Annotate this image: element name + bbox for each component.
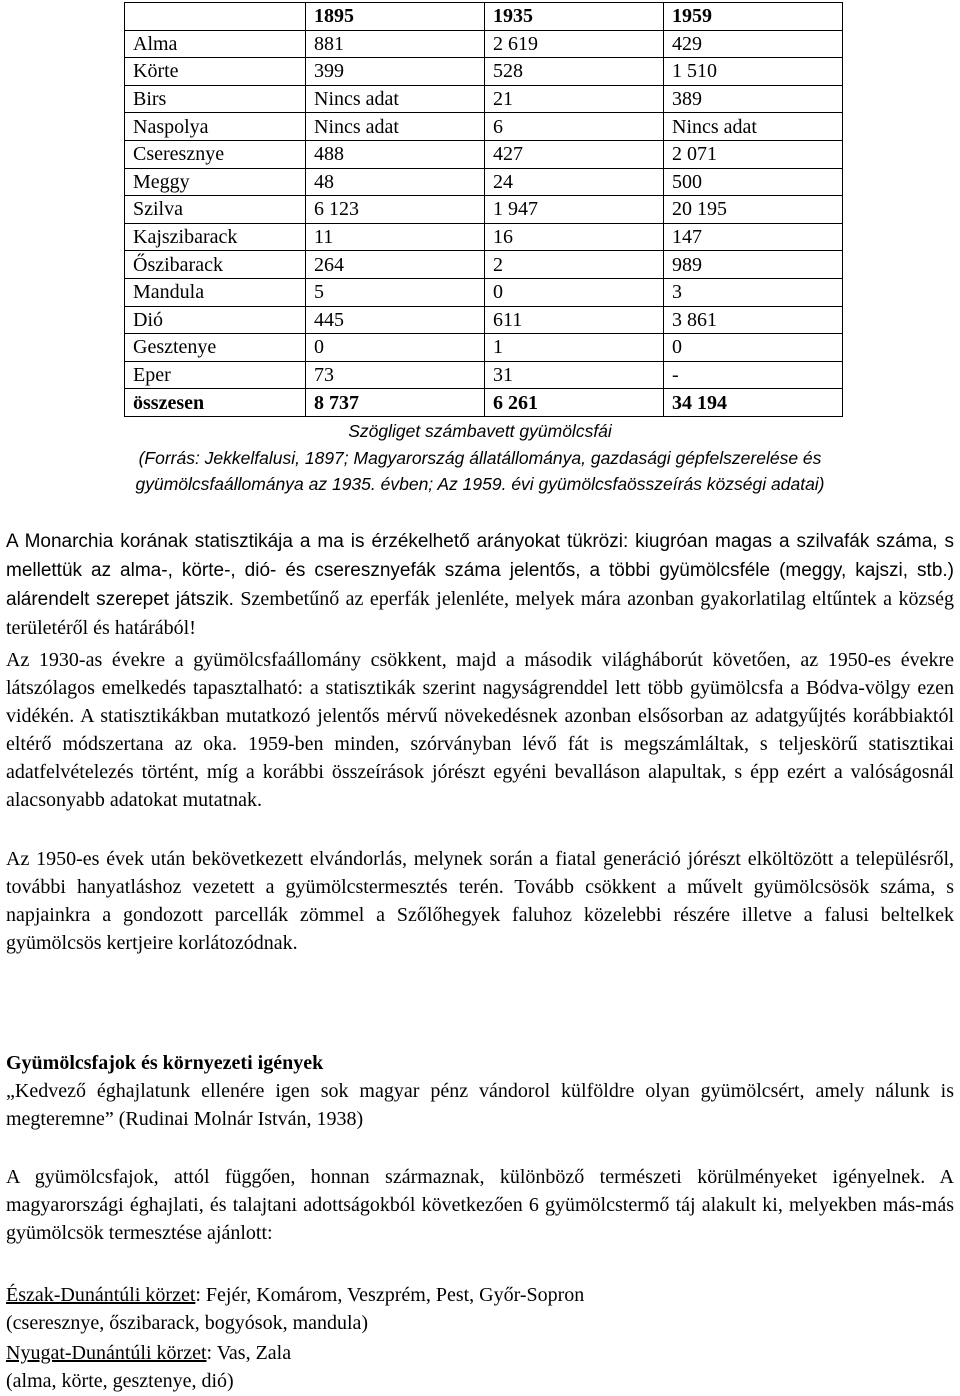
table-header-cell: 1895 (306, 3, 485, 31)
table-cell: 1 947 (485, 196, 664, 224)
table-cell: 2 619 (485, 30, 664, 58)
paragraph-monarchia (6, 527, 954, 642)
table-row (125, 196, 843, 224)
paragraph-1950s: Az 1950-es évek után bekövetkezett elvándorlás, melynek során a fiatal generáció jórészt elköltözött a településről, további hanyatláshoz vezetett a gyümölcstermesztés terén. Tovább csökkent a művelt gyümölcsösök száma, s napjainkra a gondozott parcellák zömmel a Szőlőhegyek faluhoz közelebbi részére illetve a falusi beltelkek gyümölcsös kertjeire korlátozódnak. (6, 848, 954, 954)
paragraph-monarchia-text: A Monarchia korának statisztikája a ma is érzékelhető arányokat tükrözi: kiugróan magas a szilvafák száma, s mellettük az alma-, körte-, dió- és cseresznyefák száma jelentős, a többi gyümölcsféle (meggy, kajszi, stb.) alárendelt szerepet játszik. (6, 531, 954, 610)
table-cell: 989 (664, 251, 843, 279)
table-cell: 11 (306, 223, 485, 251)
paragraph-eperfak-text: Szembetűnő az eperfák jelenléte, melyek mára azonban gyakorlatilag eltűntek a község területéről és határából! (6, 588, 955, 639)
fruit-tree-table (124, 2, 843, 417)
table-cell: Nincs adat (306, 85, 485, 113)
table-cell: Naspolya (125, 113, 306, 141)
table-cell: 0 (485, 278, 664, 306)
table-cell: Nincs adat (306, 113, 485, 141)
table-cell: 389 (664, 85, 843, 113)
table-cell: 21 (485, 85, 664, 113)
paragraph-fruit-species: A gyümölcsfajok, attól függően, honnan származnak, különböző természeti körülményeket igényelnek. A magyarországi éghajlati, és talajtani adottságokból következően 6 gyümölcstermő táj alakult ki, melyekben más-más gyümölcsök termesztése ajánlott: (6, 1166, 954, 1244)
region-counties: : Fejér, Komárom, Veszprém, Pest, Győr-Sopron (195, 1284, 585, 1306)
table-row (125, 251, 843, 279)
table-cell: Mandula (125, 278, 306, 306)
table-row (125, 85, 843, 113)
region-fruits: (alma, körte, gesztenye, dió) (6, 1370, 234, 1392)
table-row (125, 223, 843, 251)
table-cell: 2 071 (664, 140, 843, 168)
table-cell: 24 (485, 168, 664, 196)
table-cell: 1 510 (664, 58, 843, 86)
table-cell: 31 (485, 361, 664, 389)
table-cell: Kajszibarack (125, 223, 306, 251)
table-cell: 445 (306, 306, 485, 334)
table-cell: 147 (664, 223, 843, 251)
table-cell: 264 (306, 251, 485, 279)
table-caption-source-cont: gyümölcsfaállománya az 1935. évben; Az 1959. évi gyümölcsfaösszeírás községi adatai) (135, 474, 825, 494)
table-cell: 500 (664, 168, 843, 196)
table-header-cell: 1935 (485, 3, 664, 31)
region-name: Észak-Dunántúli körzet (6, 1284, 196, 1306)
table-cell: Körte (125, 58, 306, 86)
table-total-cell: 8 737 (306, 389, 485, 417)
table-cell: 6 123 (306, 196, 485, 224)
table-cell: 73 (306, 361, 485, 389)
table-cell: 48 (306, 168, 485, 196)
table-total-cell: 6 261 (485, 389, 664, 417)
table-cell: 399 (306, 58, 485, 86)
table-row (125, 361, 843, 389)
paragraph-1930s: Az 1930-as évekre a gyümölcsfaállomány csökkent, majd a második világháborút követően, az 1950-es évekre látszólagos emelkedés tapasztalható: a statisztikák szerint nagyságrenddel lett több gyümölcsfa a Bódva-völgy ezen vidékén. A statisztikákban mutatkozó jelentős mérvű növekedésnek azonban elsősorban az adatgyűjtés korábbiaktól eltérő módszertana az oka. 1959-ben minden, szórványban lévő fát is megszámláltak, s teljeskörű statisztikai adatfelvételezés történt, míg a korábbi összeírások jórészt egyéni bevalláson alapultak, s épp ezért a valóságosnál alacsonyabb adatokat mutatnak. (6, 649, 954, 811)
table-row (125, 58, 843, 86)
table-cell: Nincs adat (664, 113, 843, 141)
table-header-cell: 1959 (664, 3, 843, 31)
table-cell: 20 195 (664, 196, 843, 224)
table-header-cell (125, 3, 306, 31)
table-total-row (125, 389, 843, 417)
table-cell: 3 (664, 278, 843, 306)
table-row (125, 113, 843, 141)
table-total-cell: 34 194 (664, 389, 843, 417)
table-row (125, 30, 843, 58)
table-cell: Szilva (125, 196, 306, 224)
table-row (125, 140, 843, 168)
table-cell: 881 (306, 30, 485, 58)
table-cell: 611 (485, 306, 664, 334)
table-cell: 427 (485, 140, 664, 168)
table-cell: 5 (306, 278, 485, 306)
table-cell: 0 (306, 334, 485, 362)
section-heading: Gyümölcsfajok és környezeti igények (6, 1052, 324, 1074)
table-caption-title: Szögliget számbavett gyümölcsfái (348, 421, 612, 441)
region-line (6, 1281, 954, 1309)
region-name: Nyugat-Dunántúli körzet (6, 1342, 207, 1364)
table-cell: 488 (306, 140, 485, 168)
table-cell: 1 (485, 334, 664, 362)
table-cell: 429 (664, 30, 843, 58)
table-cell: Eper (125, 361, 306, 389)
table-row (125, 168, 843, 196)
region-fruits: (cseresznye, őszibarack, bogyósok, mandula) (6, 1312, 369, 1334)
table-caption-source: (Forrás: Jekkelfalusi, 1897; Magyarország állatállománya, gazdasági gépfelszerelése és (138, 448, 822, 468)
table-row (125, 306, 843, 334)
table-cell: 2 (485, 251, 664, 279)
table-cell: 3 861 (664, 306, 843, 334)
table-cell: 528 (485, 58, 664, 86)
table-header-row (125, 3, 843, 31)
table-cell: Cseresznye (125, 140, 306, 168)
table-cell: Gesztenye (125, 334, 306, 362)
table-cell: Alma (125, 30, 306, 58)
table-cell: Őszibarack (125, 251, 306, 279)
table-cell: 16 (485, 223, 664, 251)
table-cell: 6 (485, 113, 664, 141)
table-row (125, 278, 843, 306)
table-cell: Meggy (125, 168, 306, 196)
table-cell: Birs (125, 85, 306, 113)
table-total-cell: összesen (125, 389, 306, 417)
region-counties: : Vas, Zala (206, 1342, 292, 1364)
table-cell: - (664, 361, 843, 389)
region-line (6, 1339, 954, 1367)
table-cell: Dió (125, 306, 306, 334)
quote-paragraph: „Kedvező éghajlatunk ellenére igen sok magyar pénz vándorol külföldre olyan gyümölcsért, amely nálunk is megteremne” (Rudinai Molnár István, 1938) (6, 1080, 954, 1130)
table-cell: 0 (664, 334, 843, 362)
table-row (125, 334, 843, 362)
